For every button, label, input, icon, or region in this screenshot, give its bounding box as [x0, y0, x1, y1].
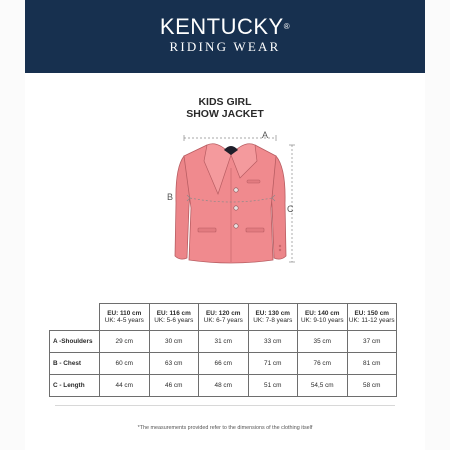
- table-cell: 29 cm: [100, 331, 150, 353]
- row-label-length: C - Length: [50, 375, 100, 397]
- table-cell: 44 cm: [100, 375, 150, 397]
- jacket-icon: [160, 128, 305, 273]
- size-table: [49, 303, 397, 397]
- size-column-header: EU: 140 cm UK: 9-10 years: [298, 304, 348, 331]
- table-cell: 35 cm: [298, 331, 348, 353]
- brand-name: KENTUCKY®: [159, 14, 291, 39]
- table-row: [50, 353, 397, 375]
- size-column-header: EU: 130 cm UK: 7-8 years: [248, 304, 298, 331]
- brand-subtitle: RIDING WEAR: [169, 39, 281, 54]
- table-row: [50, 331, 397, 353]
- table-cell: 48 cm: [199, 375, 249, 397]
- table-corner: [50, 304, 100, 331]
- table-cell: 37 cm: [347, 331, 397, 353]
- table-header-row: [50, 304, 397, 331]
- table-cell: 30 cm: [149, 331, 199, 353]
- table-cell: 58 cm: [347, 375, 397, 397]
- size-column-header: EU: 110 cm UK: 4-5 years: [100, 304, 150, 331]
- table-cell: 81 cm: [347, 353, 397, 375]
- divider: [55, 405, 395, 406]
- product-title: [25, 96, 425, 120]
- dimension-label-a: A: [262, 130, 269, 140]
- table-cell: 66 cm: [199, 353, 249, 375]
- size-column-header: EU: 116 cm UK: 5-6 years: [149, 304, 199, 331]
- table-cell: 31 cm: [199, 331, 249, 353]
- table-row: [50, 375, 397, 397]
- row-label-chest: B - Chest: [50, 353, 100, 375]
- table-cell: 63 cm: [149, 353, 199, 375]
- product-title-line1: KIDS GIRL: [198, 96, 252, 108]
- jacket-illustration: [160, 128, 305, 273]
- table-cell: 60 cm: [100, 353, 150, 375]
- table-cell: 76 cm: [298, 353, 348, 375]
- product-title-line2: SHOW JACKET: [186, 108, 264, 120]
- registered-mark: ®: [283, 22, 291, 31]
- table-cell: 54,5 cm: [298, 375, 348, 397]
- table-cell: 71 cm: [248, 353, 298, 375]
- dimension-label-c: C: [287, 204, 294, 214]
- brand-logo: [25, 15, 425, 54]
- table-cell: 46 cm: [149, 375, 199, 397]
- dimension-label-b: B: [167, 192, 174, 202]
- size-column-header: EU: 150 cm UK: 11-12 years: [347, 304, 397, 331]
- table-cell: 51 cm: [248, 375, 298, 397]
- table-cell: 33 cm: [248, 331, 298, 353]
- row-label-shoulders: A -Shoulders: [50, 331, 100, 353]
- brand-header: [25, 0, 425, 73]
- measurement-footnote: *The measurements provided refer to the dimensions of the clothing itself: [137, 425, 313, 431]
- size-column-header: EU: 120 cm UK: 6-7 years: [199, 304, 249, 331]
